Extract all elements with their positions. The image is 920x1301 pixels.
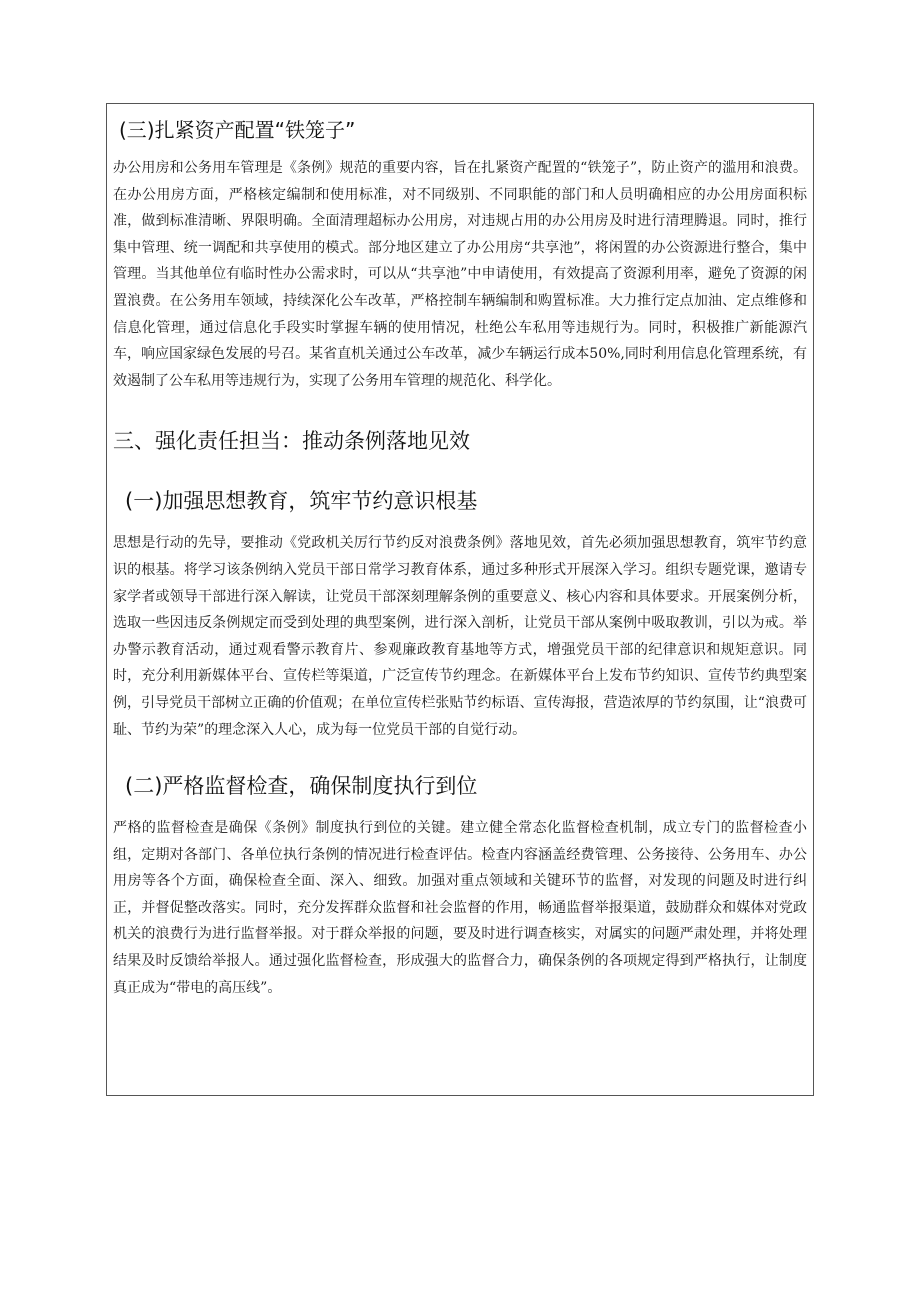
document-frame [106, 103, 814, 1096]
subsection-heading-asset-allocation: (三)扎紧资产配置“铁笼子” [119, 118, 356, 142]
paragraph-supervision: 严格的监督检查是确保《条例》制度执行到位的关键。建立健全常态化监督检查机制，成立专门的监督检查小组，定期对各部门、各单位执行条例的情况进行检查评估。检查内容涵盖经费管理、公务接待、公务用车、办公用房等各个方面，确保检查全面、深入、细致。加强对重点领域和关键环节的监督，对发现的问题及时进行纠正，并督促整改落实。同时，充分发挥群众监督和社会监督的作用，畅通监督举报渠道，鼓励群众和媒体对党政机关的浪费行为进行监督举报。对于群众举报的问题，要及时进行调查核实，对属实的问题严肃处理，并将处理结果及时反馈给举报人。通过强化监督检查，形成强大的监督合力，确保条例的各项规定得到严格执行，让制度真正成为“带电的高压线”。 [113, 820, 807, 996]
section-heading-responsibility: 三、强化责任担当：推动条例落地见效 [113, 429, 470, 454]
paragraph-ideological-education: 思想是行动的先导，要推动《党政机关厉行节约反对浪费条例》落地见效，首先必须加强思想教育，筑牢节约意识的根基。将学习该条例纳入党员干部日常学习教育体系，通过多种形式开展深入学习。组织专题党课，邀请专家学者或领导干部进行深入解读，让党员干部深刻理解条例的重要意义、核心内容和具体要求。开展案例分析，选取一些因违反条例规定而受到处理的典型案例，进行深入剖析，让党员干部从案例中吸取教训，引以为戒。举办警示教育活动，通过观看警示教育片、参观廉政教育基地等方式，增强党员干部的纪律意识和规矩意识。同时，充分利用新媒体平台、宣传栏等渠道，广泛宣传节约理念。在新媒体平台上发布节约知识、宣传节约典型案例，引导党员干部树立正确的价值观；在单位宣传栏张贴节约标语、宣传海报，营造浓厚的节约氛围，让“浪费可耻、节约为荣”的理念深入人心，成为每一位党员干部的自觉行动。 [113, 535, 807, 738]
paragraph-asset-allocation: 办公用房和公务用车管理是《条例》规范的重要内容，旨在扎紧资产配置的“铁笼子”，防止资产的滥用和浪费。在办公用房方面，严格核定编制和使用标准，对不同级别、不同职能的部门和人员明确相应的办公用房面积标准，做到标准清晰、界限明确。全面清理超标办公用房，对违规占用的办公用房及时进行清理腾退。同时，推行集中管理、统一调配和共享使用的模式。部分地区建立了办公用房“共享池”，将闲置的办公资源进行整合，集中管理。当其他单位有临时性办公需求时，可以从“共享池”中申请使用，有效提高了资源利用率，避免了资源的闲置浪费。在公务用车领域，持续深化公车改革，严格控制车辆编制和购置标准。大力推行定点加油、定点维修和信息化管理，通过信息化手段实时掌握车辆的使用情况，杜绝公车私用等违规行为。同时，积极推广新能源汽车，响应国家绿色发展的号召。某省直机关通过公车改革，减少车辆运行成本50%,同时利用信息化管理系统，有效遏制了公车私用等违规行为，实现了公务用车管理的规范化、科学化。 [113, 160, 807, 389]
subsection-heading-supervision: (二)严格监督检查，确保制度执行到位 [125, 774, 478, 799]
subsection-heading-ideological-education: (一)加强思想教育，筑牢节约意识根基 [125, 489, 478, 514]
